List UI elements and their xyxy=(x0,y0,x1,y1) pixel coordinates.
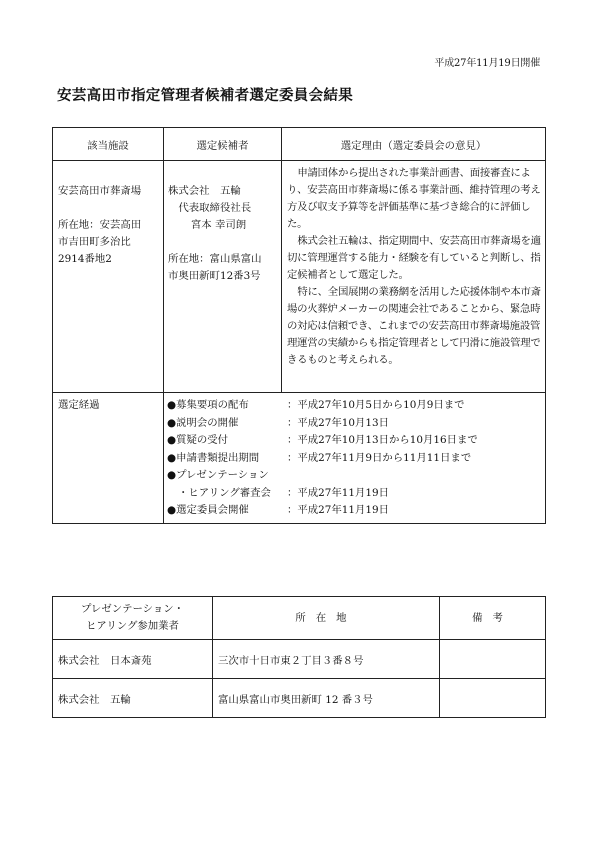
candidate-address-line: 所在地：富山県富山 xyxy=(168,253,262,265)
table-header-row xyxy=(53,597,546,640)
header-note: 備考 xyxy=(440,597,546,640)
reason-paragraph: 申請団体から提出された事業計画書、面接審査により、安芸高田市葬斎場に係る事業計画、維持管理の考え方及び収支予算等を評価基準に基づき総合的に評価した。 xyxy=(287,167,541,230)
header-participants: プレゼンテーション・ ヒアリング参加業者 xyxy=(53,597,213,640)
reason-cell xyxy=(282,161,546,393)
participant-company: 株式会社 日本斎苑 xyxy=(53,640,213,679)
header-facility: 該当施設 xyxy=(53,128,164,161)
table-row xyxy=(53,161,546,393)
participants-table xyxy=(52,596,546,718)
participant-address: 三次市十日市東２丁目３番８号 xyxy=(213,640,440,679)
process-label: 選定経過 xyxy=(53,393,164,524)
list-item: ・ヒアリング審査会 ：平成27年11月19日 xyxy=(178,486,390,499)
facility-location-line: 所在地：安芸高田 xyxy=(58,219,142,231)
process-cell xyxy=(164,393,546,524)
table-row xyxy=(53,640,546,679)
candidate-cell xyxy=(164,161,282,393)
participant-note xyxy=(440,640,546,679)
candidate-rep-name: 宮本 幸司朗 xyxy=(190,219,247,231)
participant-note xyxy=(440,679,546,718)
page-title: 安芸高田市指定管理者候補者選定委員会結果 xyxy=(57,87,353,104)
table-header-row xyxy=(53,128,546,161)
list-item: ●選定委員会開催 ：平成27年11月19日 xyxy=(167,504,390,516)
header-address: 所在地 xyxy=(213,597,440,640)
meeting-date: 平成27年11月19日開催 xyxy=(434,58,540,69)
participant-address: 富山県富山市奥田新町 12 番３号 xyxy=(213,679,440,718)
table-row xyxy=(53,393,546,524)
selection-result-table xyxy=(52,127,546,524)
reason-paragraph: 特に、全国展開の業務網を活用した応援体制や本市斎場の火葬炉メーカーの関連会社であることから、緊急時の対応は信頼でき、これまでの安芸高田市葬斎場施設管理運営の実績からも指定管理者として円滑に施設管理できるものと考えられる。 xyxy=(287,286,541,366)
candidate-rep-title: 代表取締役社長 xyxy=(178,202,252,214)
list-item: ●質疑の受付 ：平成27年10月13日から10月16日まで xyxy=(167,434,478,446)
reason-paragraph: 株式会社五輪は、指定期間中、安芸高田市葬斎場を適切に管理運営する能力・経験を有していると判断し、指定候補者として選定した。 xyxy=(287,235,541,281)
facility-location-line: 市吉田町多治比 xyxy=(58,236,131,248)
facility-location-line: 2914番地2 xyxy=(58,253,112,265)
facility-cell xyxy=(53,161,164,393)
header-candidate: 選定候補者 xyxy=(164,128,282,161)
facility-name: 安芸高田市葬斎場 xyxy=(58,185,142,197)
candidate-address-line: 市奥田新町12番3号 xyxy=(168,270,261,282)
list-item: ●プレゼンテーション xyxy=(167,469,269,481)
list-item: ●申請書類提出期間 ：平成27年11月9日から11月11日まで xyxy=(167,451,472,464)
list-item: ●説明会の開催 ：平成27年10月13日 xyxy=(167,416,390,429)
participant-company: 株式会社 五輪 xyxy=(53,679,213,718)
list-item: ●募集要項の配布 ：平成27年10月5日から10月9日まで xyxy=(167,399,465,411)
candidate-company: 株式会社 五輪 xyxy=(168,185,241,197)
header-reason: 選定理由（選定委員会の意見） xyxy=(282,128,546,161)
table-row xyxy=(53,679,546,718)
